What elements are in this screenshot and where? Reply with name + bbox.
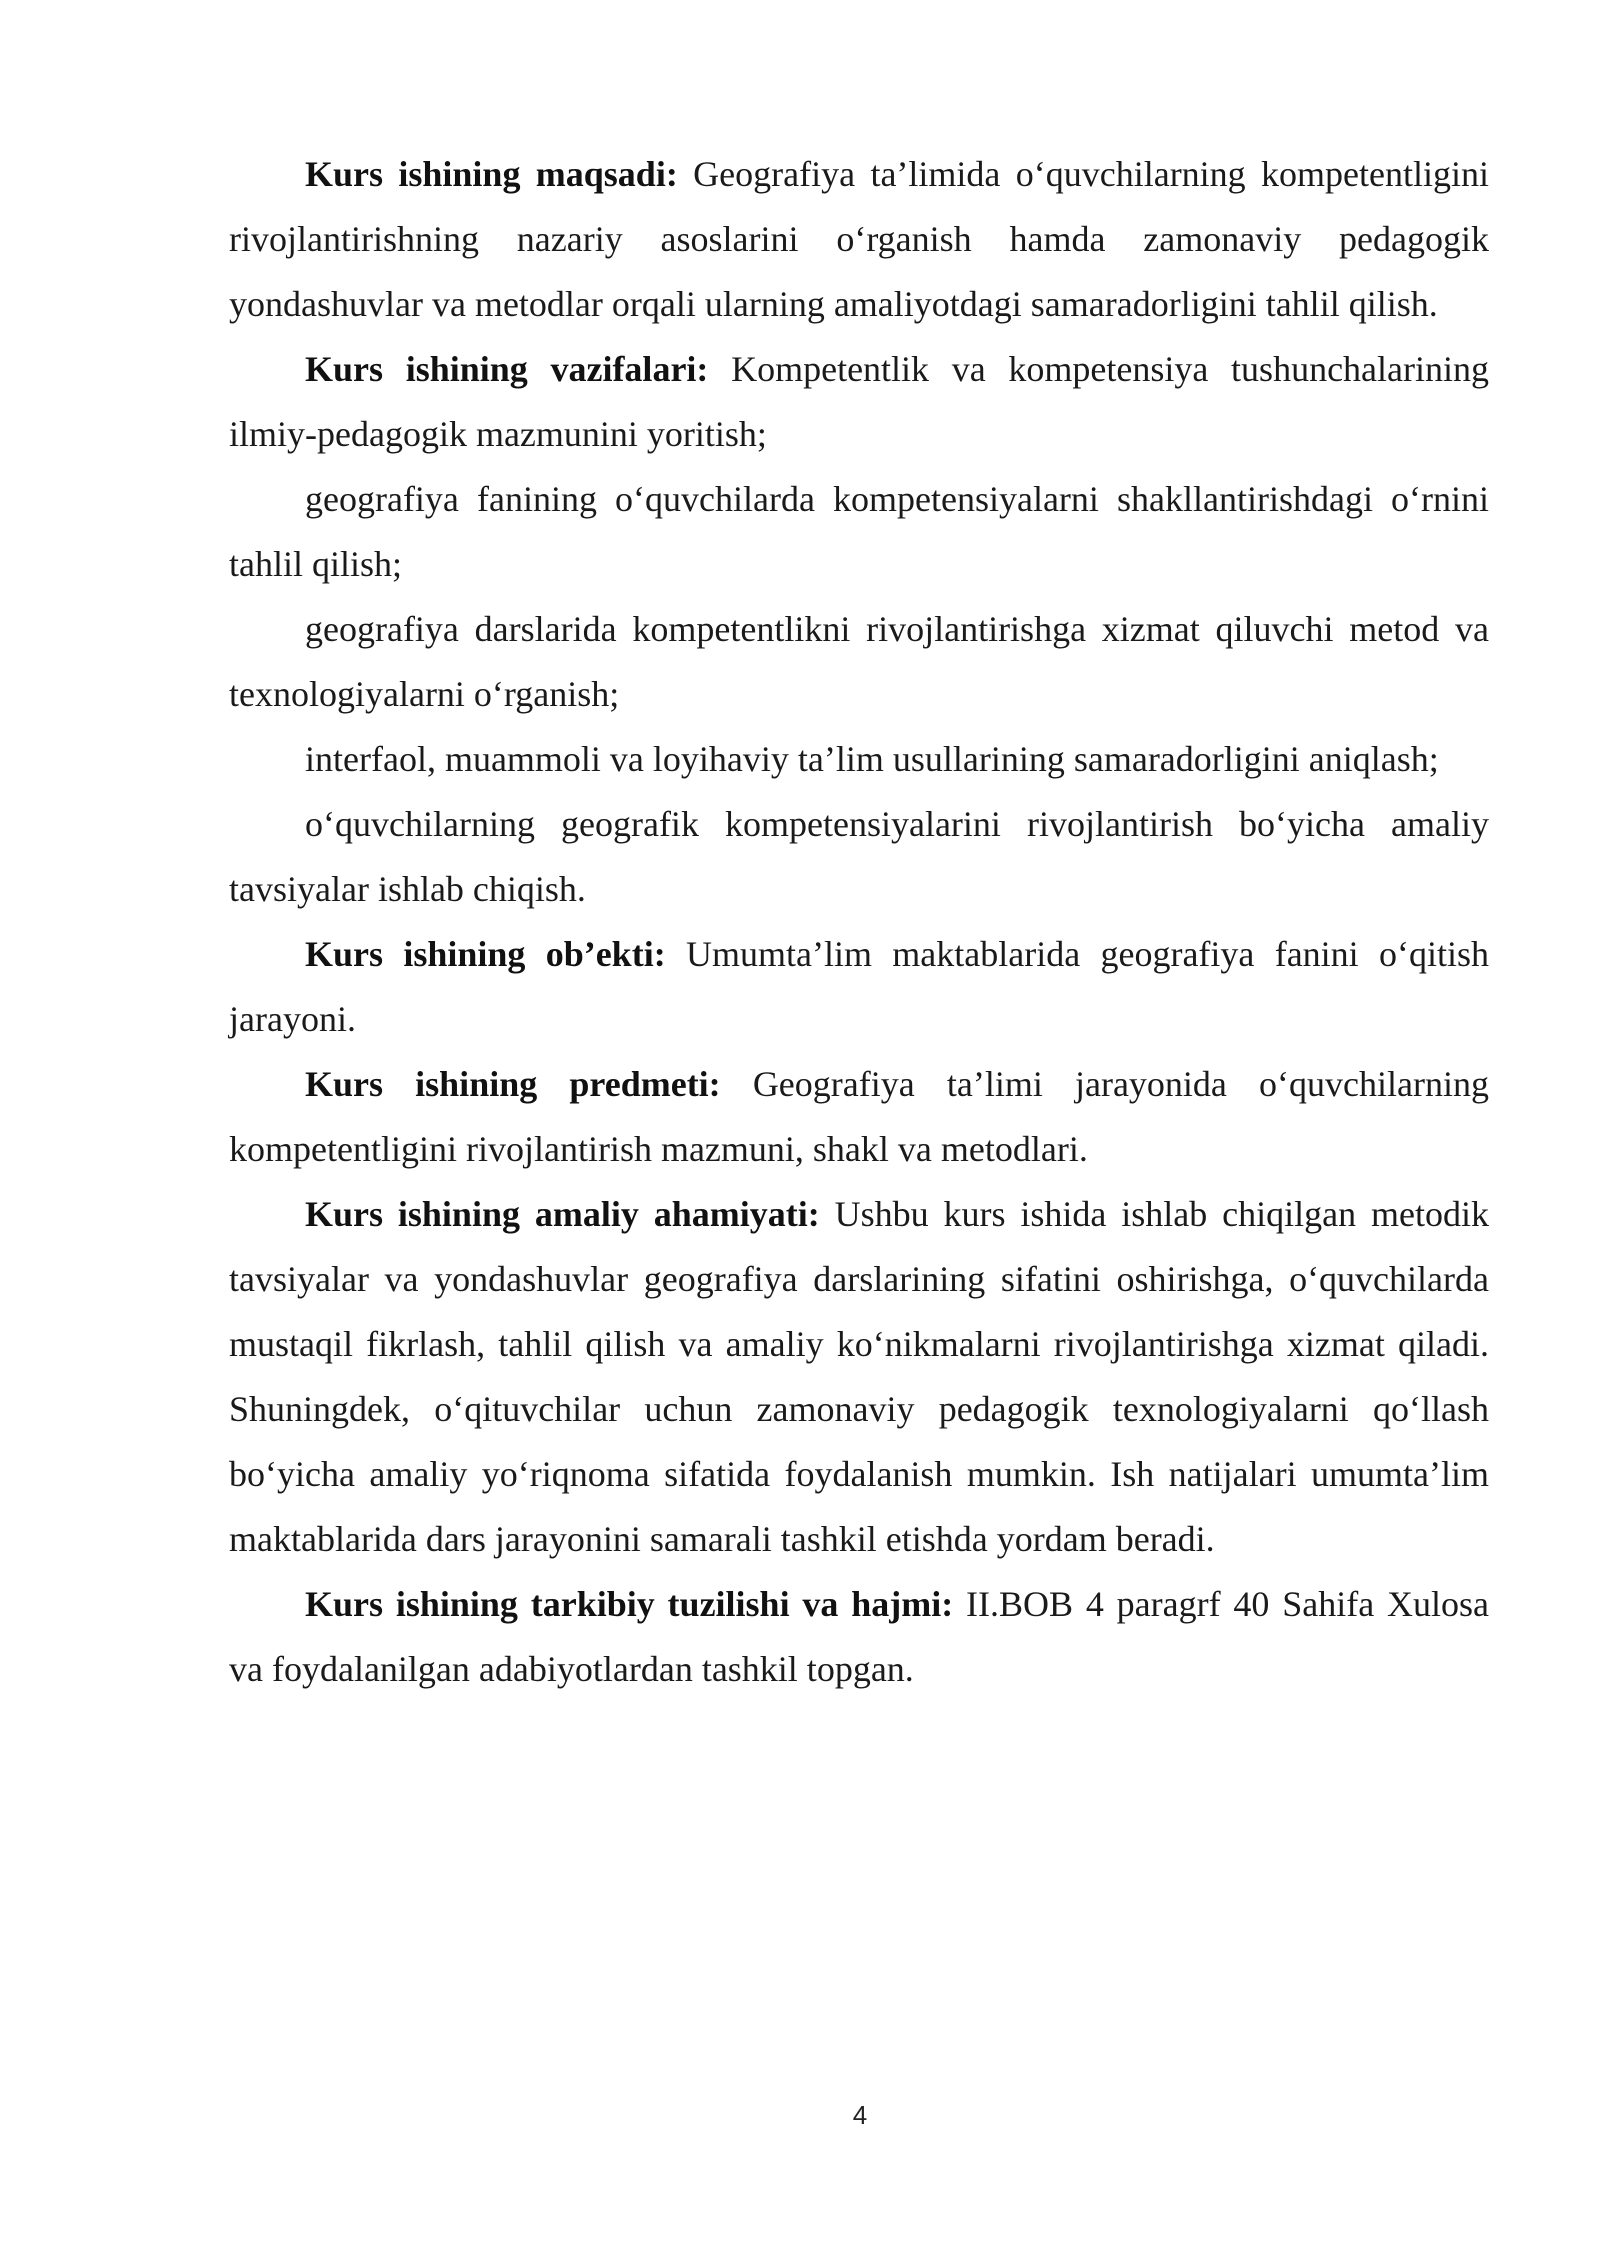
paragraph-obekti	[229, 922, 1489, 1052]
paragraph-heading: Kurs ishining ob’ekti:	[305, 934, 666, 974]
paragraph-vazifalari	[229, 337, 1489, 467]
paragraph-text: geografiya fanining o‘quvchilarda kompetensiyalarni shakllantirishdagi o‘rnini tahlil qilish;	[229, 479, 1489, 584]
paragraph-text: Geografiya ta’limi jarayonida o‘quvchilarning kompetentligini rivojlantirish mazmuni, shakl va metodlari.	[229, 1064, 1489, 1169]
paragraph-text: Ushbu kurs ishida ishlab chiqilgan metodik tavsiyalar va yondashuvlar geografiya darslarining sifatini oshirishga, o‘quvchilarda mustaqil fikrlash, tahlil qilish va amaliy ko‘nikmalarni rivojlantirishga xizmat qiladi. Shuningdek, o‘qituvchilar uchun zamonaviy pedagogik texnologiyalarni qo‘llash bo‘yicha amaliy yo‘riqnoma sifatida foydalanish mumkin. Ish natijalari umumta’lim maktablarida dars jarayonini samarali tashkil etishda yordam beradi.	[229, 1194, 1490, 1559]
paragraph-heading: Kurs ishining predmeti:	[305, 1064, 721, 1104]
paragraph-text: interfaol, muammoli va loyihaviy ta’lim usullarining samaradorligini aniqlash;	[305, 739, 1439, 779]
paragraph-text: o‘quvchilarning geografik kompetensiyalarini rivojlantirish bo‘yicha amaliy tavsiyalar ishlab chiqish.	[229, 804, 1489, 909]
paragraph-heading: Kurs ishining tarkibiy tuzilishi va hajmi:	[305, 1584, 954, 1624]
paragraph-text: Umumta’lim maktablarida geografiya fanini o‘qitish jarayoni.	[229, 934, 1489, 1039]
task-item	[229, 597, 1489, 727]
paragraph-heading: Kurs ishining amaliy ahamiyati:	[305, 1194, 820, 1234]
paragraph-predmeti	[229, 1052, 1489, 1182]
paragraph-text: geografiya darslarida kompetentlikni rivojlantirishga xizmat qiluvchi metod va texnologiyalarni o‘rganish;	[229, 609, 1489, 714]
paragraph-heading: Kurs ishining vazifalari:	[305, 349, 709, 389]
paragraph-text: Geografiya ta’limida o‘quvchilarning kompetentligini rivojlantirishning nazariy asoslarini o‘rganish hamda zamonaviy pedagogik yondashuvlar va metodlar orqali ularning amaliyotdagi samaradorligini tahlil qilish.	[229, 154, 1490, 324]
paragraph-text: II.BOB 4 paragrf 40 Sahifa Xulosa va foydalanilgan adabiyotlardan tashkil topgan.	[229, 1584, 1489, 1689]
task-item	[229, 727, 1489, 792]
body-text	[229, 142, 1489, 1702]
task-item	[229, 467, 1489, 597]
paragraph-maqsadi	[229, 142, 1489, 337]
paragraph-amaliy-ahamiyati	[229, 1182, 1489, 1572]
paragraph-text: Kompetentlik va kompetensiya tushunchalarining ilmiy-pedagogik mazmunini yoritish;	[229, 349, 1489, 454]
paragraph-tarkibiy-tuzilishi	[229, 1572, 1489, 1702]
page-number: 4	[852, 2100, 868, 2130]
task-item	[229, 792, 1489, 922]
paragraph-heading: Kurs ishining maqsadi:	[305, 154, 678, 194]
